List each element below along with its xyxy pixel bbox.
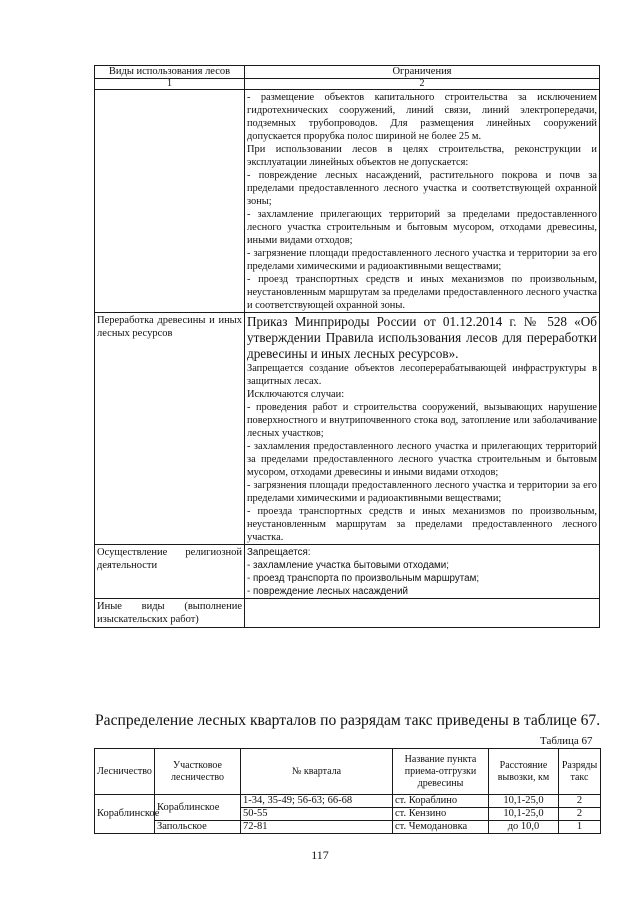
tax-rank-distribution-table [94, 748, 601, 834]
quarters-cell: 50-55 [241, 808, 393, 821]
restriction-paragraph: - проезд транспортных средств и иных механизмов по произвольным, неустановленным маршрутам за пределами предоставленного лесного участка и соответствующей охранной зоны. [247, 274, 597, 311]
forestry-cell: Кораблинское [95, 795, 155, 834]
loading-point-cell: ст. Кораблино [393, 795, 489, 808]
distance-cell: до 10,0 [489, 821, 559, 834]
loading-point-cell: ст. Чемодановка [393, 821, 489, 834]
forest-use-type-cell [95, 90, 245, 313]
distance-cell: 10,1-25,0 [489, 795, 559, 808]
restrictions-cell-empty [245, 599, 600, 628]
forest-use-type-cell: Осуществление религиозной деятельности [95, 545, 245, 599]
table-row [95, 795, 601, 808]
table-label: Таблица 67 [540, 735, 593, 747]
restriction-paragraph: При использовании лесов в целях строительства, реконструкции и эксплуатации линейных объектов не допускается: [247, 144, 597, 168]
restrictions-cell [245, 545, 600, 599]
page-number: 117 [311, 848, 329, 862]
restriction-paragraph: Исключаются случаи: [247, 389, 345, 400]
restriction-paragraph: - захламление участка бытовыми отходами; [247, 560, 449, 571]
column-number-2: 2 [245, 79, 600, 90]
district-cell: Кораблинское [155, 795, 241, 821]
order-reference: Приказ Минприроды России от 01.12.2014 г. № 528 «Об утверждении Правила использования лесов для переработки древесины и иных лесных ресурсов». [247, 314, 597, 361]
quarters-cell: 1-34, 35-49; 56-63; 66-68 [241, 795, 393, 808]
restrictions-cell [245, 90, 600, 313]
restriction-paragraph: - повреждение лесных насаждений [247, 586, 408, 597]
restriction-paragraph: Запрещается создание объектов лесоперерабатывающей инфраструктуры в защитных лесах. [247, 363, 597, 387]
header-tax-rank: Разряды такс [559, 749, 601, 795]
restriction-paragraph: Запрещается: [247, 547, 311, 558]
restriction-paragraph: - повреждение лесных насаждений, растительного покрова и почв за пределами предоставленного лесного участка и соответствующей охранной зоны; [247, 170, 597, 207]
restriction-paragraph: - захламления предоставленного лесного участка и прилегающих территорий за пределами предоставленного лесного участка строительным и бытовым мусором, отходами древесины и иными видами отходов; [247, 441, 597, 478]
table-row [95, 599, 600, 628]
restriction-paragraph: - захламление прилегающих территорий за пределами предоставленного лесного участка строительным и бытовым мусором, отходами древесины, иными видами отходов; [247, 209, 597, 246]
restriction-paragraph: - проезд транспорта по произвольным маршрутам; [247, 573, 480, 584]
table-row [95, 545, 600, 599]
tax-rank-cell: 2 [559, 795, 601, 808]
header-forestry: Лесничество [95, 749, 155, 795]
restriction-paragraph: - проезда транспортных средств и иных механизмов по произвольным, неустановленным маршрутам за пределами предоставленного лесного участка. [247, 506, 597, 543]
restriction-paragraph: - загрязнение площади предоставленного лесного участка и территории за его пределами химическими и радиоактивными веществами; [247, 248, 597, 272]
forest-use-type-cell: Переработка древесины и иных лесных ресурсов [95, 313, 245, 545]
restriction-paragraph: - размещение объектов капитального строительства за исключением гидротехнических сооружений, линий связи, линий электропередачи, подземных трубопроводов. Для размещения линейных сооружений допускается прорубка полос шириной не более 25 м. [247, 92, 597, 142]
tax-rank-cell: 2 [559, 808, 601, 821]
district-cell: Запольское [155, 821, 241, 834]
header-haul-distance: Расстояние вывозки, км [489, 749, 559, 795]
section-heading: Распределение лесных кварталов по разрядам такс приведены в таблице 67. [95, 712, 601, 729]
table-row [95, 821, 601, 834]
quarters-cell: 72-81 [241, 821, 393, 834]
loading-point-cell: ст. Кензино [393, 808, 489, 821]
forest-use-type-cell: Иные виды (выполнение изыскательских работ) [95, 599, 245, 628]
header-restrictions: Ограничения [245, 66, 600, 79]
table-row [95, 90, 600, 313]
header-loading-point: Название пункта приема-отгрузки древесины [393, 749, 489, 795]
header-quarter-number: № квартала [241, 749, 393, 795]
restriction-paragraph: - загрязнения площади предоставленного лесного участка и территории за его пределами химическими и радиоактивными веществами; [247, 480, 597, 504]
tax-rank-cell: 1 [559, 821, 601, 834]
restrictions-table [94, 65, 600, 628]
distance-cell: 10,1-25,0 [489, 808, 559, 821]
header-district-forestry: Участковое лесничество [155, 749, 241, 795]
restriction-paragraph: - проведения работ и строительства сооружений, вызывающих нарушение поверхностного и внутрипочвенного стока вод, затопление или заболачивание лесных участков; [247, 402, 597, 439]
column-number-1: 1 [95, 79, 245, 90]
restrictions-cell [245, 313, 600, 545]
table-row [95, 313, 600, 545]
header-forest-use-types: Виды использования лесов [95, 66, 245, 79]
